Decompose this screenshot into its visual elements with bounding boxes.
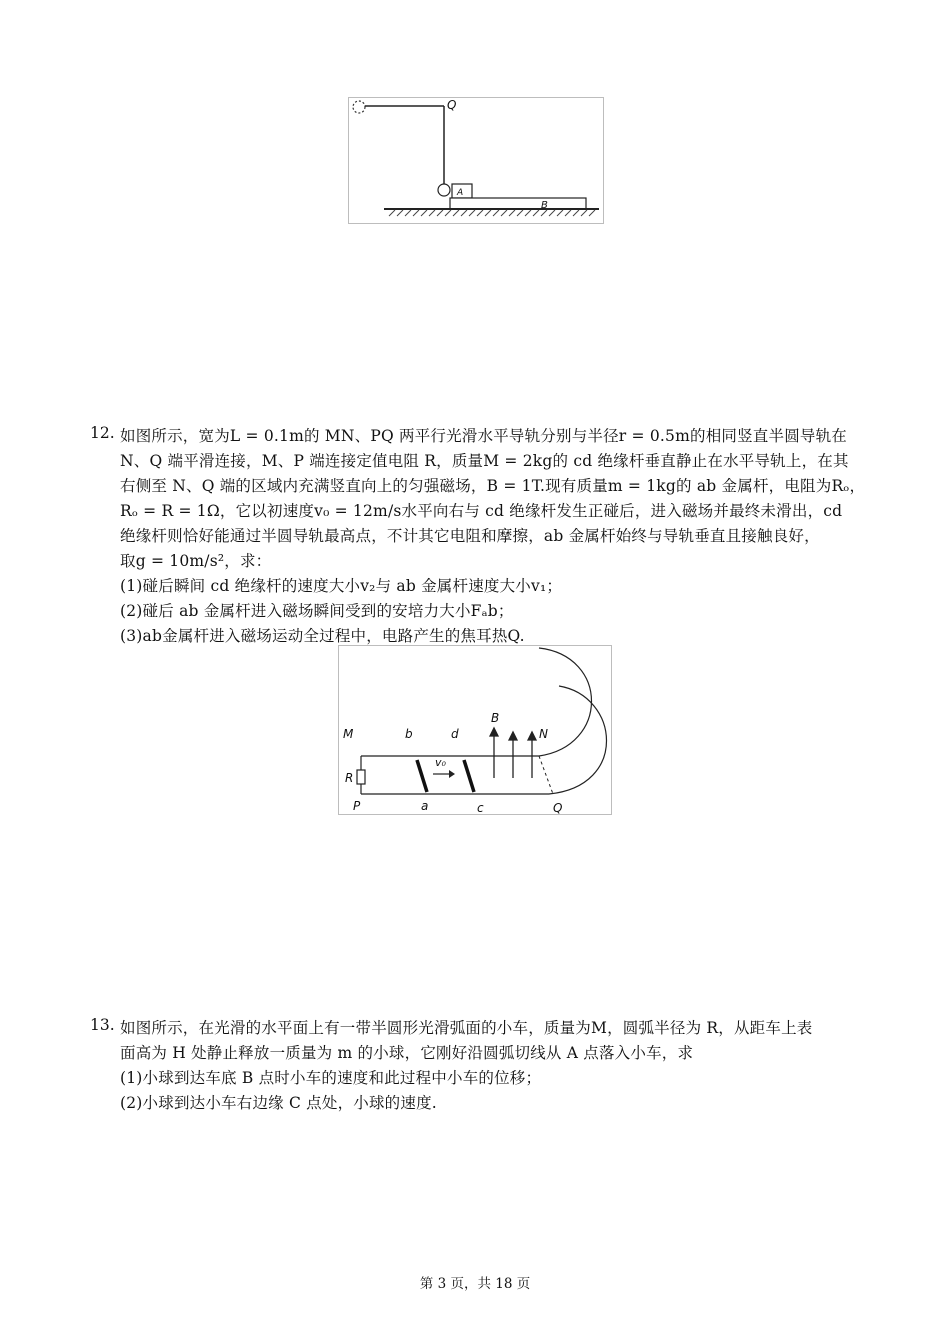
label-n: N [539, 727, 548, 741]
label-c: c [477, 801, 484, 814]
magnetic-field-arrows [490, 728, 536, 778]
question-12-part-2: (2)碰后 ab 金属杆进入磁场瞬间受到的安培力大小Fₐb； [120, 602, 514, 620]
label-q: Q [447, 98, 457, 112]
question-12-part-1: (1)碰后瞬间 cd 绝缘杆的速度大小v₂与 ab 金属杆速度大小v₁； [120, 577, 563, 595]
label-a: A [457, 188, 464, 198]
question-13-number: 13. [90, 1016, 115, 1034]
question-12-line-6: 取g = 10m/s²，求： [120, 552, 272, 570]
label-m: M [343, 727, 354, 741]
rod-cd [464, 760, 474, 792]
question-13-line-2: 面高为 H 处静止释放一质量为 m 的小球，它刚好沿圆弧切线从 A 点落入小车，求 [120, 1044, 694, 1062]
question-13-line-1: 如图所示，在光滑的水平面上有一带半圆形光滑弧面的小车，质量为M，圆弧半径为 R，从距车上表 [120, 1019, 813, 1037]
resistor-icon [357, 770, 365, 784]
figure-rails-magnetic [338, 645, 612, 815]
label-v0: v₀ [435, 756, 446, 769]
question-12-line-5: 绝缘杆则恰好能通过半圆导轨最高点，不计其它电阻和摩擦，ab 金属杆始终与导轨垂直且接触良好， [120, 527, 820, 545]
label-field-b: B [491, 711, 500, 725]
figure-pendulum-svg [349, 98, 603, 223]
figure-rails-svg [339, 646, 611, 814]
ball-icon [438, 184, 450, 196]
label-d: d [451, 727, 459, 741]
question-13-part-2: (2)小球到达小车右边缘 C 点处，小球的速度. [120, 1094, 437, 1112]
dashed-ball-icon [353, 101, 365, 113]
label-r: R [345, 771, 354, 785]
plank-b [450, 198, 586, 209]
label-b: B [541, 200, 548, 211]
page-footer: 第 3 页，共 18 页 [419, 1276, 531, 1292]
label-q-end: Q [553, 801, 563, 814]
question-13-part-1: (1)小球到达车底 B 点时小车的速度和此过程中小车的位移； [120, 1069, 542, 1087]
label-a-rod: a [421, 799, 429, 813]
question-12-line-1: 如图所示，宽为L = 0.1m的 MN、PQ 两平行光滑水平导轨分别与半径r = 0.5m的相同竖直半圆导轨在 [120, 427, 848, 445]
question-12-number: 12. [90, 424, 115, 442]
label-p: P [353, 799, 361, 813]
question-12-line-4: Rₒ = R = 1Ω，它以初速度v₀ = 12m/s水平向右与 cd 绝缘杆发生正碰后，进入磁场并最终未滑出，cd [120, 502, 843, 520]
rod-ab [417, 760, 427, 792]
question-12-part-3: (3)ab金属杆进入磁场运动全过程中，电路产生的焦耳热Q. [120, 627, 525, 645]
question-12-line-2: N、Q 端平滑连接，M、P 端连接定值电阻 R，质量M = 2kg的 cd 绝缘杆垂直静止在水平导轨上，在其 [120, 452, 849, 470]
figure-pendulum-block [348, 97, 604, 224]
label-b-rod: b [405, 727, 413, 741]
question-12-line-3: 右侧至 N、Q 端的区域内充满竖直向上的匀强磁场，B = 1T.现有质量m = 1kg的 ab 金属杆，电阻为Rₒ， [120, 477, 866, 495]
